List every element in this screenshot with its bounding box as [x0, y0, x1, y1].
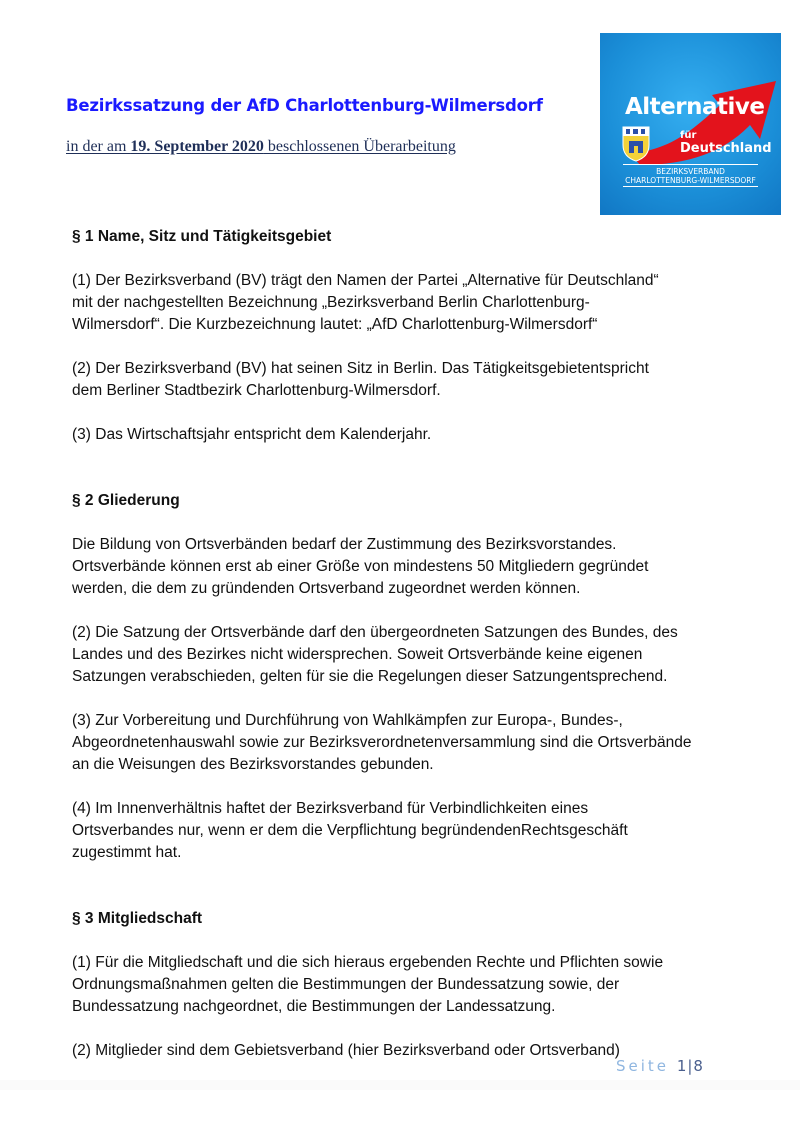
coat-of-arms-icon	[600, 33, 781, 215]
paragraph	[72, 358, 732, 402]
page-current: 1	[676, 1057, 688, 1075]
paragraph-line: Ortsverbände können erst ab einer Größe von mindestens 50 Mitgliedern gegründet	[72, 558, 649, 575]
section-heading: § 1 Name, Sitz und Tätigkeitsgebiet	[72, 228, 332, 245]
paragraph-line: Bundessatzung nachgeordnet, die Bestimmungen der Landessatzung.	[72, 998, 556, 1015]
paragraph-line: an die Weisungen des Bezirksvorstandes gebunden.	[72, 756, 434, 773]
paragraph	[72, 710, 732, 776]
paragraph-line: mit der nachgestellten Bezeichnung „Bezirksverband Berlin Charlottenburg-	[72, 294, 590, 311]
logo-text-alternative: Alternative	[625, 94, 765, 120]
paragraph-line: (1) Der Bezirksverband (BV) trägt den Namen der Partei „Alternative für Deutschland“	[72, 272, 659, 289]
paragraph-line: (1) Für die Mitgliedschaft und die sich hieraus ergebenden Rechte und Pflichten sowie	[72, 954, 664, 971]
paragraph-line: zugestimmt hat.	[72, 844, 182, 861]
page-separator: |	[687, 1057, 694, 1075]
paragraph-line: Abgeordnetenhauswahl sowie zur Bezirksverordnetenversammlung sind die Ortsverbände	[72, 734, 692, 751]
paragraph	[72, 534, 732, 600]
paragraph	[72, 424, 732, 446]
paragraph-line: Die Bildung von Ortsverbänden bedarf der Zustimmung des Bezirksvorstandes.	[72, 536, 617, 553]
paragraph-line: (2) Der Bezirksverband (BV) hat seinen Sitz in Berlin. Das Tätigkeitsgebietentspricht	[72, 360, 649, 377]
paragraph-line: (3) Das Wirtschaftsjahr entspricht dem Kalenderjahr.	[72, 426, 432, 443]
page-number	[616, 1057, 704, 1075]
paragraph-line: (2) Mitglieder sind dem Gebietsverband (hier Bezirksverband oder Ortsverband)	[72, 1042, 620, 1059]
document-subtitle	[66, 138, 456, 156]
paragraph	[72, 952, 732, 1018]
afd-logo	[600, 33, 781, 215]
section-heading: § 3 Mitgliedschaft	[72, 910, 203, 927]
logo-text-district: CHARLOTTENBURG-WILMERSDORF	[625, 176, 756, 185]
logo-text-bezirksverband: BEZIRKSVERBAND	[656, 167, 725, 176]
logo-divider-top	[623, 164, 758, 165]
document-title: Bezirkssatzung der AfD Charlottenburg-Wilmersdorf	[66, 96, 543, 115]
subtitle-prefix: in der am	[66, 138, 131, 155]
page-label: Seite	[616, 1057, 670, 1075]
subtitle-date: 19. September 2020	[130, 138, 264, 155]
document-body	[72, 226, 732, 1062]
paragraph-line: werden, die dem zu gründenden Ortsverband zugeordnet werden können.	[72, 580, 581, 597]
paragraph-line: Satzungen verabschieden, gelten für sie die Regelungen dieser Satzungentsprechend.	[72, 668, 668, 685]
logo-divider-bottom	[623, 186, 758, 187]
paragraph-line: (4) Im Innenverhältnis haftet der Bezirksverband für Verbindlichkeiten eines	[72, 800, 589, 817]
paragraph	[72, 798, 732, 864]
logo-text-fuer: für	[680, 130, 697, 141]
section-heading: § 2 Gliederung	[72, 492, 180, 509]
paragraph-line: Wilmersdorf“. Die Kurzbezeichnung lautet: „AfD Charlottenburg-Wilmersdorf“	[72, 316, 598, 333]
page-total: 8	[693, 1057, 704, 1075]
paragraph-line: (2) Die Satzung der Ortsverbände darf den übergeordneten Satzungen des Bundes, des	[72, 624, 678, 641]
paragraph-line: Landes und des Bezirkes nicht widersprechen. Soweit Ortsverbände keine eigenen	[72, 646, 643, 663]
paragraph-line: Ordnungsmaßnahmen gelten die Bestimmungen der Bundessatzung sowie, der	[72, 976, 620, 993]
paragraph-line: dem Berliner Stadtbezirk Charlottenburg-Wilmersdorf.	[72, 382, 441, 399]
paragraph	[72, 270, 732, 336]
paragraph	[72, 622, 732, 688]
logo-text-deutschland: Deutschland	[680, 141, 772, 156]
paragraph-line: Ortsverbandes nur, wenn er dem die Verpflichtung begründendenRechtsgeschäft	[72, 822, 628, 839]
paragraph-line: (3) Zur Vorbereitung und Durchführung von Wahlkämpfen zur Europa-, Bundes-,	[72, 712, 623, 729]
subtitle-suffix: beschlossenen Überarbeitung	[263, 138, 456, 155]
